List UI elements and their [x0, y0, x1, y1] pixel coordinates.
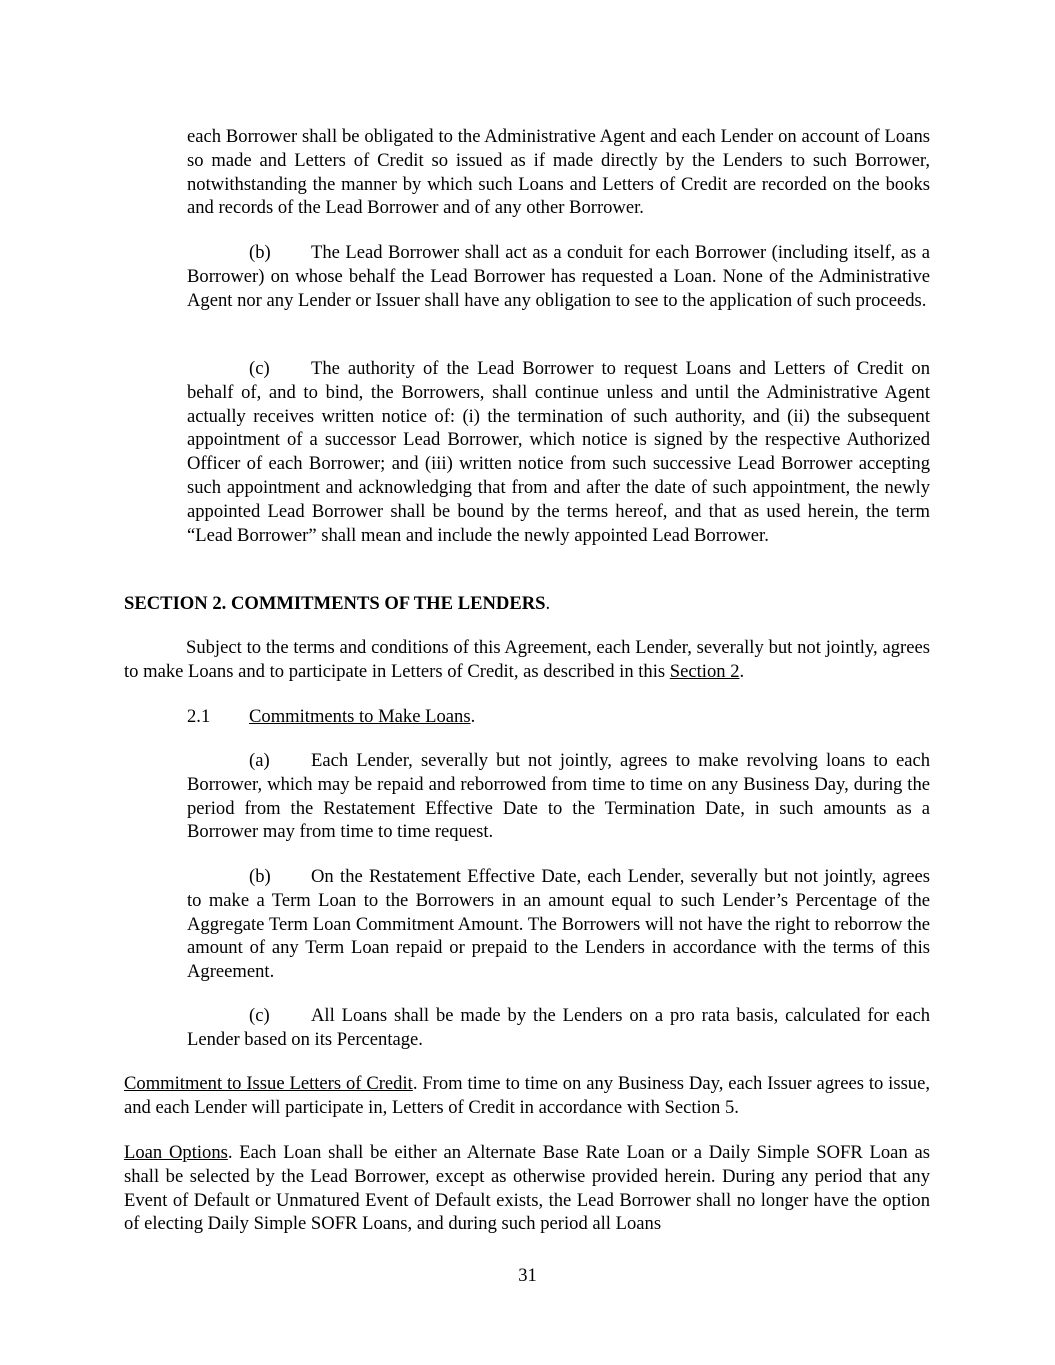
section-intro — [124, 636, 930, 684]
subparagraph-c-text: All Loans shall be made by the Lenders on a pro rata basis, calculated for each Lender based on its Percentage. — [187, 1005, 930, 1050]
subparagraph-a — [187, 749, 930, 844]
subsection-2-1 — [187, 705, 930, 729]
subsection-title: Commitments to Make Loans — [249, 706, 471, 727]
letters-of-credit-paragraph — [124, 1072, 930, 1120]
subparagraph-b-label: (b) — [249, 866, 271, 887]
subparagraph-c-label: (c) — [249, 1005, 270, 1026]
subparagraph-b — [187, 865, 930, 984]
section-heading — [124, 592, 930, 616]
section-intro-text: Subject to the terms and conditions of this Agreement, each Lender, severally but not jointly, agrees to make Loans and to participate in Letters of Credit, as described in this — [124, 637, 930, 682]
letters-of-credit-title: Commitment to Issue Letters of Credit — [124, 1073, 413, 1094]
subsection-title-end: . — [470, 706, 476, 727]
paragraph-b — [187, 241, 930, 312]
subparagraph-a-text: Each Lender, severally but not jointly, agrees to make revolving loans to each Borrower, which may be repaid and reborrowed from time to time on any Business Day, during the period from the Restatement Effective Date to the Termination Date, in such amounts as a Borrower may from time to time request. — [187, 750, 930, 843]
paragraph-b-text: The Lead Borrower shall act as a conduit for each Borrower (including itself, as a Borrower) on whose behalf the Lead Borrower has requested a Loan. None of the Administrative Agent nor any Lender or Issuer shall have any obligation to see to the application of such proceeds. — [187, 242, 930, 311]
subparagraph-c — [187, 1004, 930, 1052]
page-number: 31 — [518, 1265, 537, 1286]
section-heading-period: . — [545, 593, 551, 614]
paragraph-c-label: (c) — [249, 358, 270, 379]
paragraph-c — [187, 357, 930, 547]
section-intro-end: . — [739, 660, 745, 682]
continuation-text: each Borrower shall be obligated to the Administrative Agent and each Lender on account of Loans so made and Letters of Credit so issued as if made directly by the Lenders to such Borrower, notwithstanding the manner by which such Loans and Letters of Credit are recorded on the books and records of the Lead Borrower and of any other Borrower. — [187, 126, 930, 219]
letters-of-credit-text: . From time to time on any Business Day, each Issuer agrees to issue, and each Lender will participate in, Letters of Credit in accordance with Section 5. — [124, 1073, 930, 1118]
subparagraph-b-text: On the Restatement Effective Date, each Lender, severally but not jointly, agrees to make a Term Loan to the Borrowers in an amount equal to such Lender’s Percentage of the Aggregate Term Loan Commitment Amount. The Borrowers will not have the right to reborrow the amount of any Term Loan repaid or prepaid to the Lenders in accordance with the terms of this Agreement. — [187, 866, 930, 983]
continuation-paragraph — [187, 125, 930, 220]
paragraph-c-text: The authority of the Lead Borrower to request Loans and Letters of Credit on behalf of, and to bind, the Borrowers, shall continue unless and until the Administrative Agent actually receives written notice of: (i) the termination of such authority, and (ii) the subsequent appointment of a successor Lead Borrower, which notice is signed by the respective Authorized Officer of each Borrower; and (iii) written notice from such successive Lead Borrower accepting such appointment and acknowledging that from and after the date of such appointment, the newly appointed Lead Borrower shall be bound by the terms hereof, and that as used herein, the term “Lead Borrower” shall mean and include the newly appointed Lead Borrower. — [187, 358, 930, 546]
loan-options-text: . Each Loan shall be either an Alternate Base Rate Loan or a Daily Simple SOFR Loan as shall be selected by the Lead Borrower, except as otherwise provided herein. During any period that any Event of Default or Unmatured Event of Default exists, the Lead Borrower shall no longer have the option of electing Daily Simple SOFR Loans, and during such period all Loans — [124, 1142, 930, 1235]
loan-options-paragraph — [124, 1141, 930, 1236]
section-2-reference: Section 2 — [669, 660, 740, 682]
subparagraph-a-label: (a) — [249, 750, 270, 771]
loan-options-title: Loan Options — [124, 1142, 228, 1163]
section-heading-text: SECTION 2. COMMITMENTS OF THE LENDERS — [124, 593, 546, 614]
paragraph-b-label: (b) — [249, 242, 271, 263]
subsection-number: 2.1 — [187, 706, 211, 727]
